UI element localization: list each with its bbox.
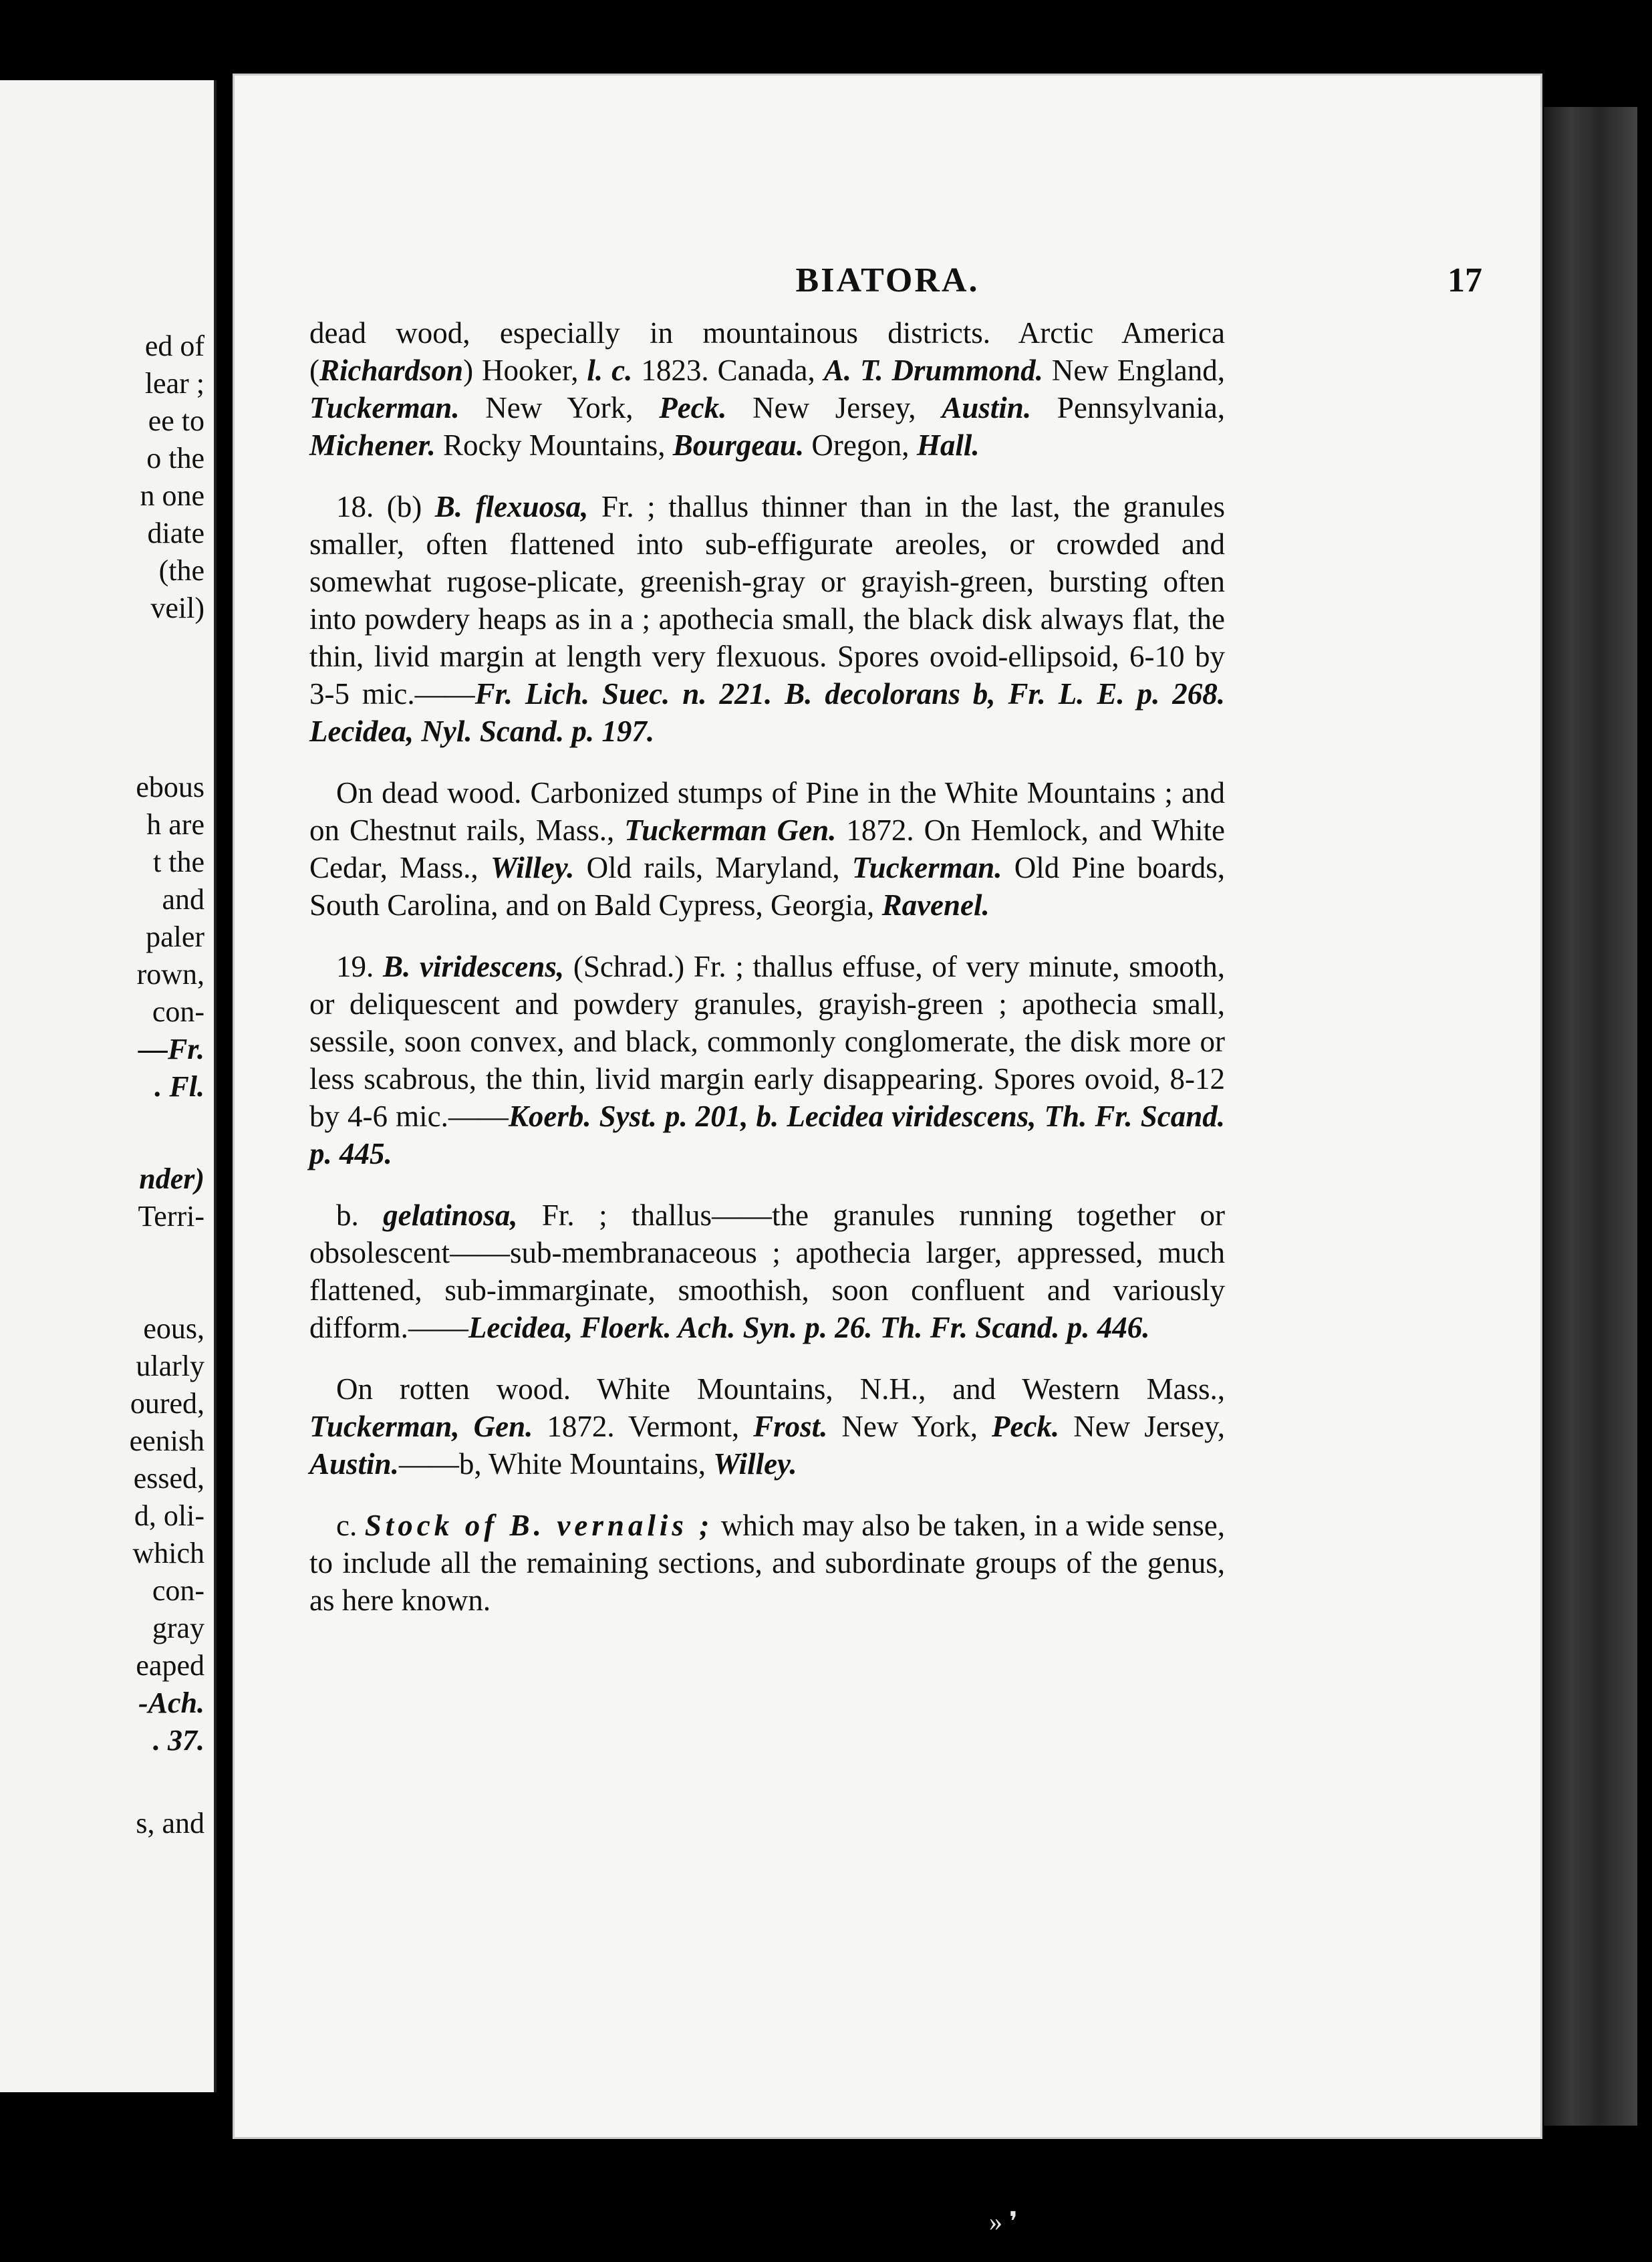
left-page-fragment: eous,	[143, 1312, 204, 1345]
text-run: 1872. Vermont,	[533, 1410, 754, 1443]
text-run: dead wood, especially in mountainous districts. Arctic America (	[309, 316, 1225, 387]
page-edge-stack	[1544, 107, 1637, 2126]
paragraph-19-viridescens	[309, 948, 1225, 1172]
italic-run: B. flexuosa,	[434, 490, 589, 523]
italic-run: A. T. Drummond.	[823, 354, 1043, 387]
italic-run: Peck.	[659, 391, 727, 424]
left-page-fragment: essed,	[133, 1462, 204, 1495]
left-page-fragment: veil)	[150, 592, 204, 624]
paragraph-flexuosa-habitat	[309, 774, 1225, 924]
left-page-fragment: s, and	[136, 1807, 204, 1840]
left-page-fragment: lear ;	[144, 367, 204, 400]
text-run: New York,	[459, 391, 660, 424]
left-page-fragment: eaped	[136, 1649, 204, 1682]
left-page-fragment: . Fl.	[154, 1070, 204, 1103]
italic-run: Richardson	[319, 354, 464, 387]
text-run: New England,	[1043, 354, 1226, 387]
italic-run: Tuckerman.	[309, 391, 460, 424]
spaced-italic-run: Stock of B. vernalis ;	[364, 1509, 714, 1542]
text-run: On rotten wood. White Mountains, N.H., and Western Mass.,	[336, 1372, 1225, 1406]
italic-run: Tuckerman.	[851, 851, 1002, 884]
text-run: Oregon,	[804, 428, 917, 462]
left-page-fragment: h are	[146, 808, 204, 841]
left-page-fragment: -Ach.	[138, 1686, 204, 1719]
italic-run: Hall.	[916, 428, 980, 462]
text-run: Pennsylvania,	[1031, 391, 1226, 424]
text-run: New York,	[827, 1410, 992, 1443]
text-run: Fr. ; thallus thinner than in the last, the granules smaller, often flattened into sub-effigurate areoles, or crowded and somewhat rugose-plicate, greenish-gray or grayish-green, bursting often into powdery heaps as in a ; apothecia small, the black disk always flat, the thin, livid margin at length very flexuous. Spores ovoid-ellipsoid, 6-10 by 3-5 mic.——	[309, 490, 1225, 711]
italic-run: Ravenel.	[881, 888, 990, 922]
italic-run: Michener.	[309, 428, 436, 462]
text-run: Fr. ; thallus——the granules running together or obsolescent——sub-membranaceous ; apothecia larger, appressed, much flattened, sub-immarginate, smoothish, soon confluent and variously difform.——	[309, 1199, 1225, 1344]
italic-run: Peck.	[992, 1410, 1060, 1443]
left-page-fragment: which	[132, 1537, 204, 1569]
italic-run: Willey.	[490, 851, 575, 884]
left-page-fragment: ed of	[144, 330, 204, 362]
italic-run: Lecidea, Floerk. Ach. Syn. p. 26. Th. Fr. Scand. p. 446.	[468, 1311, 1150, 1344]
paragraph-c-stock-vernalis	[309, 1507, 1225, 1619]
text-run: Old Pine boards, South Carolina, and on Bald Cypress, Georgia,	[309, 851, 1225, 922]
italic-run: gelatinosa,	[383, 1199, 518, 1232]
left-page-fragment: d, oli-	[134, 1499, 204, 1532]
paragraph-b-gelatinosa	[309, 1197, 1225, 1346]
left-page-fragment: diate	[147, 517, 204, 549]
paragraph-18-flexuosa	[309, 488, 1225, 750]
left-page-fragment: paler	[146, 920, 204, 953]
italic-run: Tuckerman Gen.	[624, 813, 837, 847]
italic-run: Bourgeau.	[672, 428, 805, 462]
left-page-fragment: . 37.	[153, 1724, 204, 1757]
page-header	[233, 261, 1542, 307]
text-run: which may also be taken, in a wide sense, to include all the remaining sections, and subordinate groups of the genus, as here known.	[309, 1509, 1225, 1617]
left-page-fragment: —Fr.	[138, 1033, 204, 1065]
text-run: c.	[336, 1509, 365, 1542]
text-run: Rocky Mountains,	[435, 428, 673, 462]
left-page-fragment: and	[162, 883, 204, 916]
italic-run: Koerb. Syst. p. 201, b. Lecidea viridescens, Th. Fr. Scand. p. 445.	[309, 1100, 1225, 1170]
text-run: New Jersey,	[1059, 1410, 1225, 1443]
italic-run: Tuckerman, Gen.	[309, 1410, 533, 1443]
left-page-fragment: (the	[158, 554, 204, 587]
text-run: 18. (b)	[336, 490, 435, 523]
text-run: 19.	[336, 950, 383, 983]
left-page-fragment: n one	[140, 479, 204, 512]
scan-marks: » ❜	[989, 2207, 1018, 2237]
left-page-fragment: gray	[152, 1612, 204, 1644]
italic-run: Frost.	[753, 1410, 828, 1443]
running-head: BIATORA.	[795, 261, 980, 299]
left-page-fragment: o the	[146, 442, 204, 475]
italic-run: Austin.	[942, 391, 1032, 424]
left-page-fragment: t the	[153, 846, 204, 878]
left-page-fragment: con-	[152, 995, 204, 1028]
text-run: Old rails, Maryland,	[574, 851, 852, 884]
left-page-fragment: Terri-	[138, 1200, 204, 1233]
left-page-fragment: con-	[152, 1574, 204, 1607]
text-run: ) Hooker,	[463, 354, 587, 387]
italic-run: l. c.	[587, 354, 633, 387]
left-page-fragment: nder)	[139, 1162, 204, 1195]
left-page-fragment: oured,	[130, 1387, 204, 1420]
paragraph-continuation	[309, 314, 1225, 464]
body-text	[309, 314, 1225, 1643]
page-number: 17	[1448, 261, 1482, 299]
italic-run: Fr. Lich. Suec. n. 221. B. decolorans b, Fr. L. E. p. 268. Lecidea, Nyl. Scand. p. 197.	[309, 677, 1225, 748]
italic-run: Austin.	[309, 1447, 399, 1481]
italic-run: Willey.	[713, 1447, 797, 1481]
left-page-fragment: eenish	[129, 1424, 204, 1457]
text-run: New Jersey,	[726, 391, 942, 424]
book-page	[233, 74, 1542, 2139]
text-run: b.	[336, 1199, 384, 1232]
left-page-fragment: rown,	[136, 958, 204, 991]
italic-run: B. viridescens,	[382, 950, 565, 983]
text-run: On dead wood. Carbonized stumps of Pine in the White Mountains ; and on Chestnut rails, Mass.,	[309, 776, 1225, 847]
text-run: 1823. Canada,	[632, 354, 824, 387]
left-page-fragment: ebous	[136, 771, 204, 803]
paragraph-viridescens-habitat	[309, 1370, 1225, 1483]
text-run: (Schrad.) Fr. ; thallus effuse, of very minute, smooth, or deliquescent and powdery granules, grayish-green ; apothecia small, sessile, soon convex, and black, commonly conglomerate, the disk more or less scabrous, the thin, livid margin early disappearing. Spores ovoid, 8-12 by 4-6 mic.——	[309, 950, 1225, 1133]
left-page-fragment: ularly	[136, 1350, 204, 1382]
text-run: ——b, White Mountains,	[398, 1447, 714, 1481]
facing-left-page	[0, 80, 217, 2092]
left-page-fragment: ee to	[148, 404, 204, 437]
text-run: 1872. On Hemlock, and White Cedar, Mass.,	[309, 813, 1225, 884]
